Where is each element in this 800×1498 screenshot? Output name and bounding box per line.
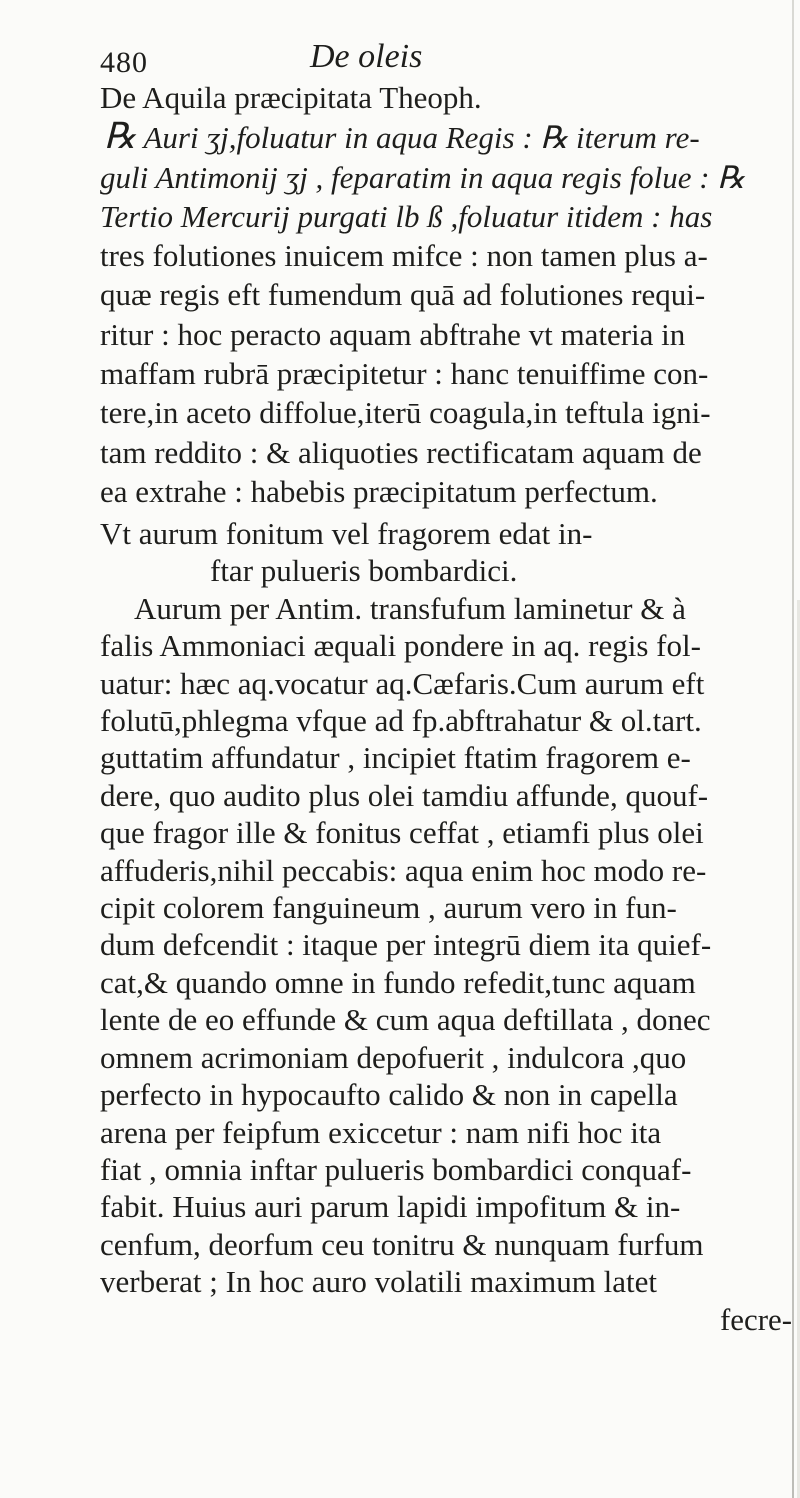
- text-line: tam reddito : & aliquoties rectificatam aquam de: [100, 434, 702, 470]
- running-head: De oleis: [310, 38, 423, 75]
- page-edge: [792, 0, 794, 1498]
- text-line: ritur : hoc peracto aquam abftrahe vt materia in: [100, 316, 686, 352]
- text-line: lente de eo effunde & cum aqua deftillata , donec: [100, 1002, 711, 1038]
- text-line: arena per feipfum exiccetur : nam nifi hoc ita: [100, 1114, 662, 1150]
- page-number: 480: [100, 46, 148, 79]
- text-line: affuderis,nihil peccabis: aqua enim hoc modo re-: [100, 852, 707, 888]
- text-line: quæ regis eft fumendum quā ad folutiones requi-: [100, 277, 706, 313]
- text-line: Aurum per Antim. transfufum laminetur & à: [134, 590, 686, 626]
- text-line: verberat ; In hoc auro volatili maximum latet: [100, 1264, 657, 1300]
- text-line: cat,& quando omne in fundo refedit,tunc aquam: [100, 964, 696, 1000]
- text-line: guttatim affundatur , incipiet ftatim fragorem e-: [100, 740, 691, 776]
- text-line: tere,in aceto diffolue,iterū coagula,in teftula igni-: [100, 395, 711, 431]
- section-title: ftar pulueris bombardici.: [210, 553, 518, 589]
- text-line: folutū,phlegma vfque ad fp.abftrahatur & ol.tart.: [100, 703, 702, 739]
- text-line: dere, quo audito plus olei tamdiu affunde, quouf-: [100, 777, 709, 813]
- text-line: omnem acrimoniam depofuerit , indulcora ,quo: [100, 1039, 687, 1075]
- text-line: cenfum, deorfum ceu tonitru & nunquam furfum: [100, 1226, 704, 1262]
- section-title: Vt aurum fonitum vel fragorem edat in-: [100, 516, 593, 551]
- section-aurum-fonitum: [100, 515, 793, 1338]
- text-line: falis Ammoniaci æquali pondere in aq. regis fol-: [100, 628, 701, 664]
- recipe-line: Tertio Mercurij purgati lb ß ,foluatur itidem : has: [100, 198, 713, 234]
- text-line: dum defcendit : itaque per integrū diem ita quief-: [100, 927, 712, 963]
- text-line: cipit colorem fanguineum , aurum vero in fun-: [100, 890, 677, 926]
- text-line: ea extrahe : habebis præcipitatum perfectum.: [100, 473, 658, 509]
- recipe-line: ℞ Auri ʒj,foluatur in aqua Regis : ℞ iterum re-: [104, 116, 700, 157]
- recipe-line: guli Antimonij ʒj , feparatim in aqua regis folue : ℞: [100, 159, 746, 195]
- text-line: maffam rubrā præcipitetur : hanc tenuiffime con-: [100, 356, 709, 392]
- recipe-symbol-icon: ℞: [104, 116, 137, 157]
- text-line: tres folutiones inuicem mifce : non tamen plus a-: [100, 238, 708, 274]
- text-line: fiat , omnia inftar pulueris bombardici conquaf-: [100, 1151, 692, 1187]
- section-aquila: [100, 78, 790, 511]
- text-line: uatur: hæc aq.vocatur aq.Cæfaris.Cum aurum eft: [100, 665, 705, 701]
- catchword: fecre-: [720, 1301, 793, 1337]
- text-line: fabit. Huius auri parum lapidi impofitum & in-: [100, 1189, 681, 1225]
- section-title: De Aquila præcipitata Theoph.: [100, 80, 482, 115]
- text-line: perfecto in hypocaufto calido & non in capella: [100, 1077, 678, 1113]
- text-line: que fragor ille & fonitus ceffat , etiamfi plus olei: [100, 815, 704, 851]
